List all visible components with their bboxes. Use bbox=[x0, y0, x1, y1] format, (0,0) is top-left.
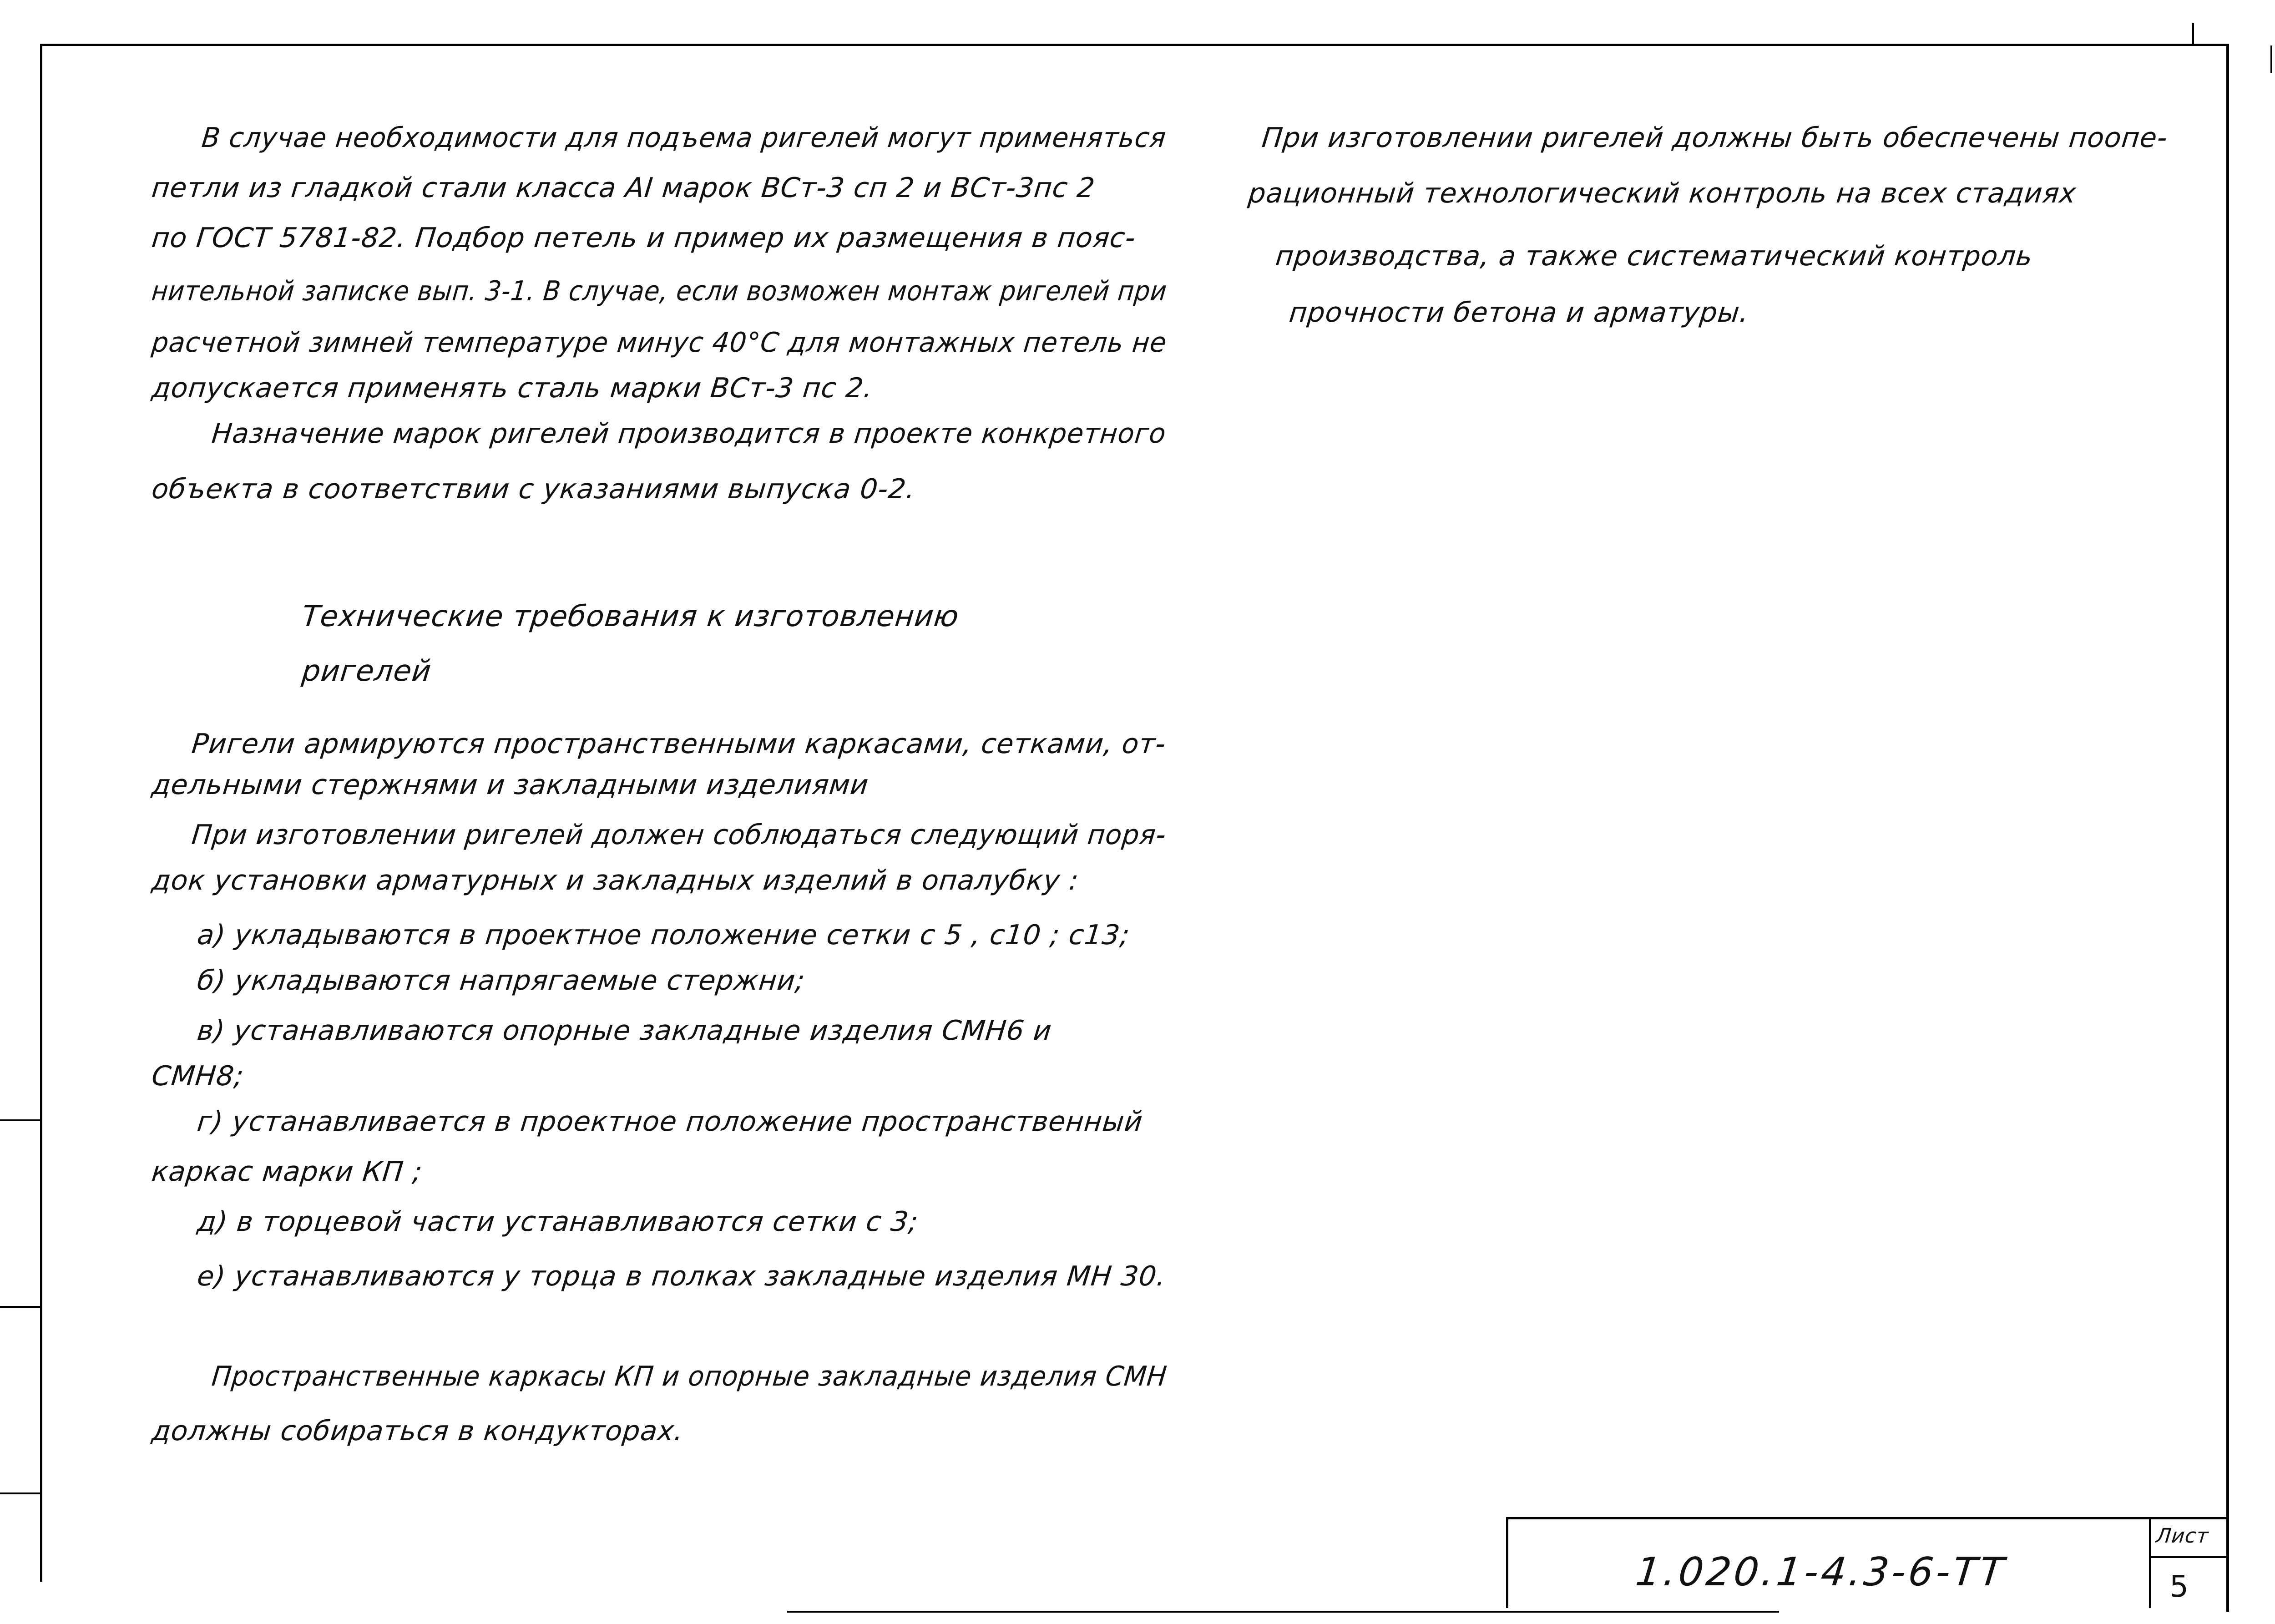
margin-tick bbox=[0, 1306, 42, 1308]
sheet-cell-divider bbox=[2149, 1556, 2229, 1558]
text-line: по ГОСТ 5781-82. Подбор петель и пример их размещения в пояс- bbox=[150, 222, 1138, 254]
sheet-number: 5 bbox=[2169, 1569, 2189, 1604]
text-line: Назначение марок ригелей производится в проекте конкретного bbox=[210, 418, 1168, 450]
text-line: рационный технологический контроль на всех стадиях bbox=[1247, 177, 2078, 209]
text-line: расчетной зимней температуре минус 40°С для монтажных петель не bbox=[150, 327, 1168, 359]
text-line: дельными стержнями и закладными изделиями bbox=[150, 769, 870, 801]
bottom-edge bbox=[787, 1611, 1779, 1613]
frame-right bbox=[2226, 44, 2229, 1612]
text-line: петли из гладкой стали класса АI марок ВСт-3 сп 2 и ВСт-3пс 2 bbox=[150, 172, 1097, 204]
list-item: а) укладываются в проектное положение сетки с 5 , с10 ; с13; bbox=[196, 919, 1132, 951]
title-block-divider bbox=[2149, 1517, 2151, 1608]
frame-left bbox=[40, 44, 42, 1582]
text-line: нительной записке вып. 3-1. В случае, если возможен монтаж ригелей при bbox=[150, 275, 1169, 307]
margin-tick bbox=[0, 1119, 42, 1121]
text-line: каркас марки КП ; bbox=[150, 1156, 424, 1188]
sheet-label: Лист bbox=[2155, 1524, 2210, 1548]
section-heading: ригелей bbox=[300, 654, 433, 688]
title-block-top bbox=[1506, 1517, 2229, 1519]
text-line: При изготовлении ригелей должны быть обеспечены поопе- bbox=[1260, 122, 2169, 154]
text-line: производства, а также систематический контроль bbox=[1274, 240, 2034, 272]
document-code: 1.020.1-4.3-6-ТТ bbox=[1633, 1549, 2009, 1595]
list-item: б) укладываются напрягаемые стержни; bbox=[196, 965, 807, 997]
text-line: допускается применять сталь марки ВСт-3 пс 2. bbox=[150, 372, 875, 404]
text-line: док установки арматурных и закладных изделий в опалубку : bbox=[150, 865, 1081, 896]
text-line: СМН8; bbox=[150, 1060, 246, 1092]
list-item: г) устанавливается в проектное положение пространственный bbox=[196, 1106, 1145, 1138]
text-line: Ригели армируются пространственными каркасами, сетками, от- bbox=[190, 728, 1168, 760]
text-line: должны собираться в кондукторах. bbox=[150, 1415, 685, 1447]
frame-right-outer bbox=[2270, 46, 2272, 73]
text-line: прочности бетона и арматуры. bbox=[1288, 297, 1751, 329]
text-line: В случае необходимости для подъема ригелей могут применяться bbox=[200, 122, 1168, 154]
list-item: д) в торцевой части устанавливаются сетки с 3; bbox=[196, 1206, 920, 1238]
frame-corner-tick bbox=[2192, 23, 2194, 45]
text-line: При изготовлении ригелей должен соблюдаться следующий поря- bbox=[190, 819, 1168, 851]
title-block-left bbox=[1506, 1517, 1508, 1608]
list-item: в) устанавливаются опорные закладные изделия СМН6 и bbox=[196, 1015, 1054, 1047]
text-line: объекта в соответствии с указаниями выпуска 0-2. bbox=[150, 473, 917, 505]
section-heading: Технические требования к изготовлению bbox=[300, 600, 961, 633]
text-line: Пространственные каркасы КП и опорные закладные изделия СМН bbox=[210, 1361, 1169, 1392]
list-item: е) устанавливаются у торца в полках закладные изделия МН 30. bbox=[196, 1260, 1168, 1292]
margin-tick bbox=[0, 1492, 42, 1494]
frame-top bbox=[40, 44, 2229, 46]
